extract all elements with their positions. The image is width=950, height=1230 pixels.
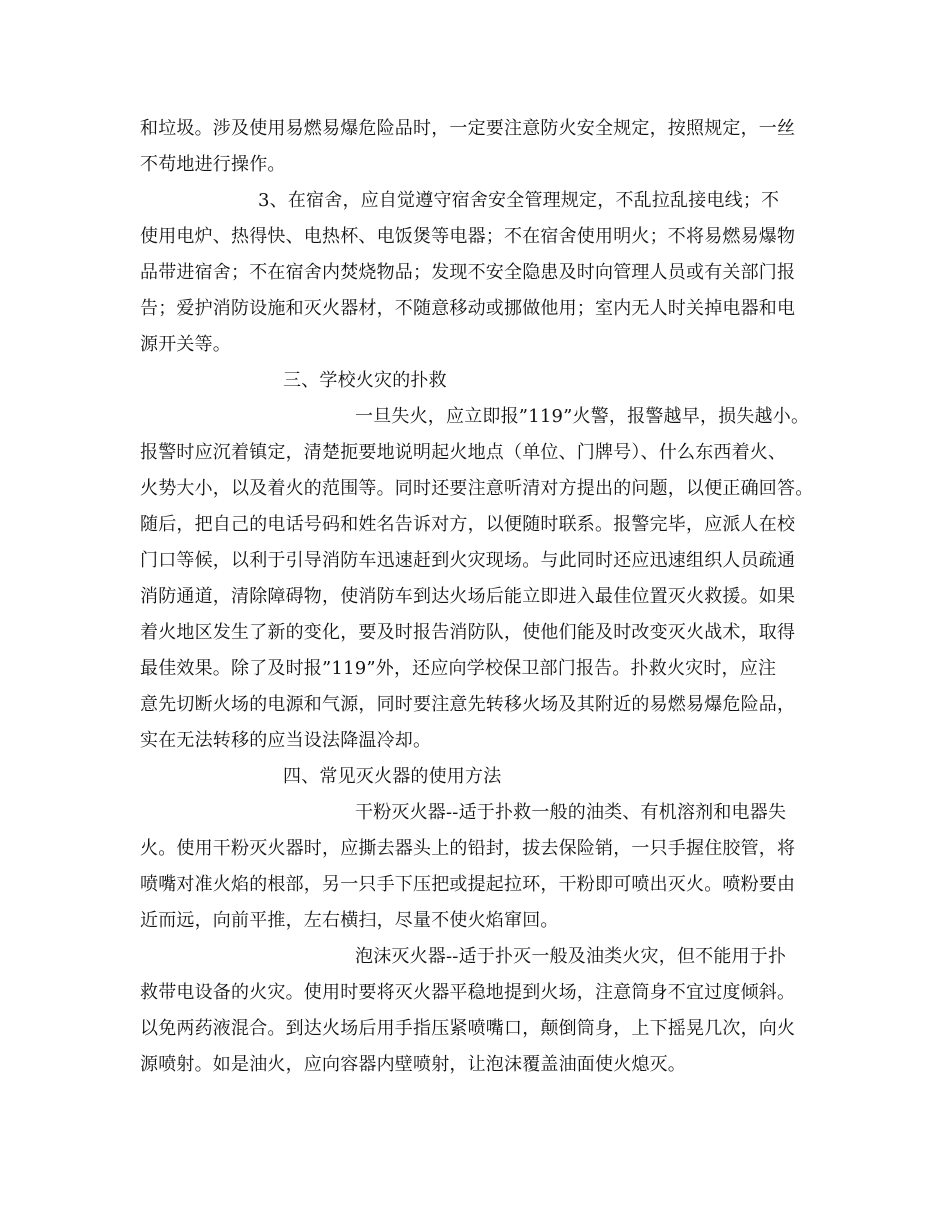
text-line: 品带进宿舍；不在宿舍内焚烧物品；发现不安全隐患及时向管理人员或有关部门报	[140, 262, 796, 283]
text-line: 实在无法转移的应当设法降温冷却。	[140, 730, 432, 751]
text-line: 3、在宿舍，应自觉遵守宿舍安全管理规定，不乱拉乱接电线；不	[258, 190, 780, 211]
text-line: 火势大小，以及着火的范围等。同时还要注意听清对方提出的问题，以便正确回答。	[140, 478, 814, 499]
text-line: 以免两药液混合。到达火场后用手指压紧喷嘴口，颠倒筒身，上下摇晃几次，向火	[140, 1018, 796, 1039]
text-line: 门口等候，以利于引导消防车迅速赶到火灾现场。与此同时还应迅速组织人员疏通	[140, 550, 796, 571]
text-line: 告；爱护消防设施和灭火器材，不随意移动或挪做他用；室内无人时关掉电器和电	[140, 298, 796, 319]
text-line: 一旦失火，应立即报”119”火警，报警越早，损失越小。	[355, 406, 810, 427]
text-line: 源开关等。	[140, 334, 231, 355]
text-line: 火。使用干粉灭火器时，应撕去器头上的铅封，拔去保险销，一只手握住胶管，将	[140, 838, 796, 859]
text-line: 干粉灭火器--适于扑救一般的油类、有机溶剂和电器失	[355, 802, 787, 823]
text-line: 近而远，向前平推，左右横扫，尽量不使火焰窜回。	[140, 910, 559, 931]
text-line: 着火地区发生了新的变化，要及时报告消防队，使他们能及时改变灭火战术，取得	[140, 622, 796, 643]
text-line: 和垃圾。涉及使用易燃易爆危险品时，一定要注意防火安全规定，按照规定，一丝	[140, 118, 796, 139]
text-line: 不苟地进行操作。	[140, 154, 286, 175]
text-line: 随后，把自己的电话号码和姓名告诉对方，以便随时联系。报警完毕，应派人在校	[140, 514, 796, 535]
text-line: 意先切断火场的电源和气源，同时要注意先转移火场及其附近的易燃易爆危险品，	[140, 694, 796, 715]
text-line: 泡沫灭火器--适于扑灭一般及油类火灾，但不能用于扑	[355, 946, 787, 967]
text-line: 消防通道，清除障碍物，使消防车到达火场后能立即进入最佳位置灭火救援。如果	[140, 586, 796, 607]
text-line: 报警时应沉着镇定，清楚扼要地说明起火地点（单位、门牌号）、什么东西着火、	[140, 442, 787, 463]
text-line: 救带电设备的火灾。使用时要将灭火器平稳地提到火场，注意筒身不宜过度倾斜。	[140, 982, 796, 1003]
section-heading: 三、学校火灾的扑救	[283, 370, 447, 391]
text-line: 最佳效果。除了及时报”119”外，还应向学校保卫部门报告。扑救火灾时，应注	[140, 658, 777, 679]
text-line: 使用电炉、热得快、电热杯、电饭煲等电器；不在宿舍使用明火；不将易燃易爆物	[140, 226, 796, 247]
section-heading: 四、常见灭火器的使用方法	[283, 766, 502, 787]
text-line: 源喷射。如是油火，应向容器内壁喷射，让泡沫覆盖油面使火熄灭。	[140, 1054, 686, 1075]
text-line: 喷嘴对准火焰的根部，另一只手下压把或提起拉环，干粉即可喷出灭火。喷粉要由	[140, 874, 796, 895]
